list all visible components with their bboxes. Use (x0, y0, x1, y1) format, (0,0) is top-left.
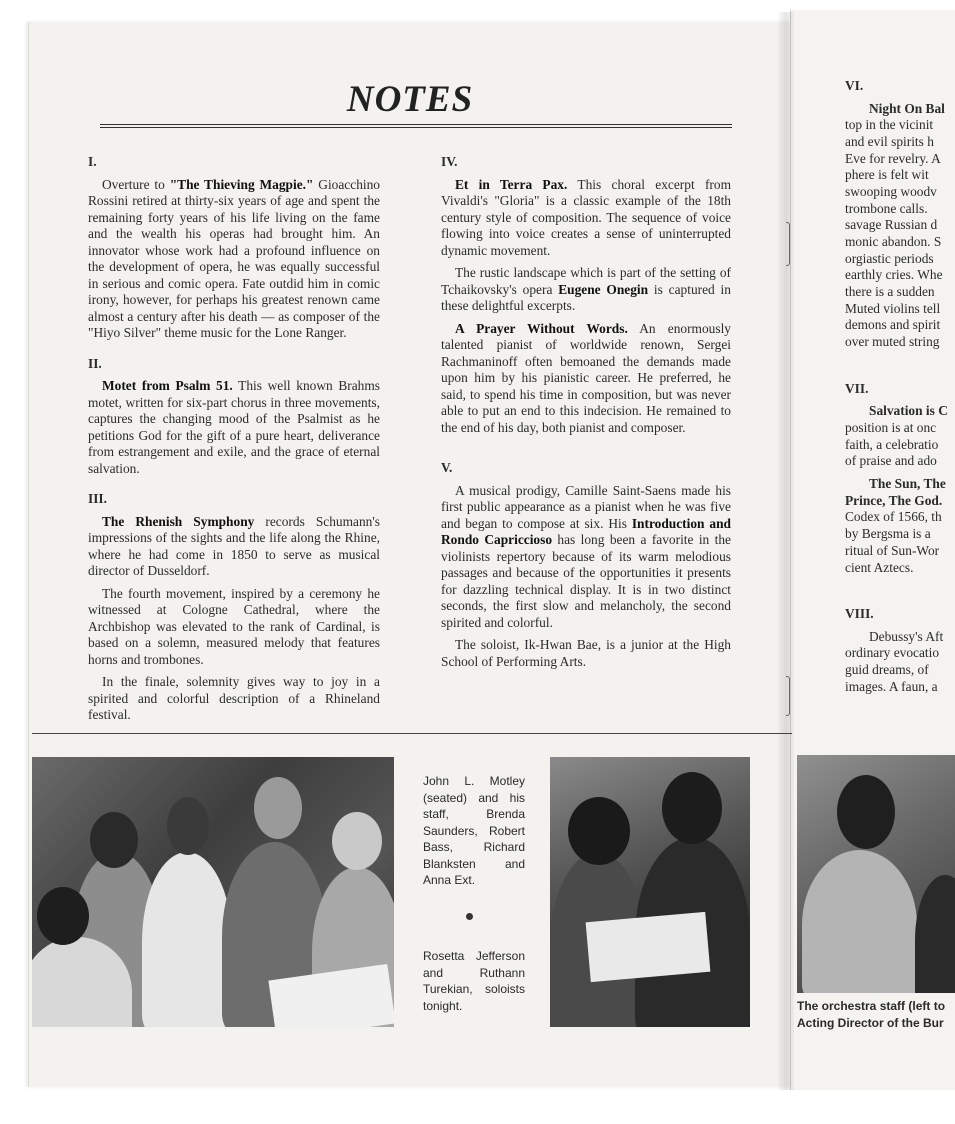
text: Gioacchino Rossini retired at thirty-six years of age and spent the remaining forty years of his life living on the fame and the wealth his operas had brought him. An innovator whose work had a profound influence on the development of opera, he was equally successful in serious and comic opera. Fate outdid him in comic irony, however, for perhaps his greatest renown came almost a century after his death — as composer of the "Hiyo Silver" theme music for the Lone Ranger. (88, 176, 381, 340)
text: The rustic landscape which is part of the setting of Tchaikovsky's opera (441, 265, 731, 297)
photo-orchestra-staff (797, 755, 955, 993)
paragraph (441, 483, 731, 632)
text-line: Eve for revelry. A (845, 150, 941, 166)
sheet-music (586, 912, 711, 982)
figure-head (568, 797, 630, 865)
paragraph: The soloist, Ik-Hwan Bae, is a junior at the High School of Performing Arts. (441, 637, 731, 669)
text-line: Muted violins tell (845, 300, 941, 316)
work-title: The Rhenish Symphony (102, 513, 255, 529)
figure (802, 850, 917, 993)
staple-top (786, 222, 790, 266)
staple-bottom (786, 676, 790, 716)
text: is captured in these delightful excerpts. (441, 281, 731, 313)
section-number: VII. (845, 380, 869, 396)
text-line: Prince, The God. (845, 492, 943, 508)
caption-soloists: Rosetta Jefferson and Ruthann Turekian, soloists tonight. (423, 949, 525, 1013)
figure-head (662, 772, 722, 844)
work-title: A Prayer Without Words. (455, 320, 628, 336)
text-line: swooping woodv (845, 183, 937, 199)
text-line: Salvation is C (869, 403, 948, 419)
section-number: VIII. (845, 606, 874, 622)
figure (142, 852, 232, 1027)
text-line: of praise and ado (845, 453, 937, 469)
text-line: ritual of Sun-Wor (845, 542, 940, 558)
paragraph (88, 514, 380, 580)
paragraph (88, 177, 380, 342)
text-line: Codex of 1566, th (845, 509, 942, 525)
text-line: top in the vicinit (845, 117, 934, 133)
text-line: savage Russian d (845, 217, 938, 233)
work-title: Eugene Onegin (558, 281, 649, 297)
caption-line: Acting Director of the Bur (797, 1015, 944, 1030)
figure-head (167, 797, 209, 855)
photo-motley-and-staff (32, 757, 394, 1027)
work-title: "The Thieving Magpie." (169, 176, 314, 192)
paragraph: In the finale, solemnity gives way to joy in a spirited and colorful description of a Rhineland festival. (88, 674, 380, 722)
text: This well known Brahms motet, written for six-part chorus in three movements, captures the changing mood of the Psalmist as he petitions God for the gift of a pure heart, deliverance from estrangement and exile, and the grace of eternal salvation. (88, 378, 380, 476)
text-line: Debussy's Aft (869, 628, 944, 644)
text-line: faith, a celebratio (845, 436, 939, 452)
spine-shadow (778, 12, 794, 1090)
text-line: orgiastic periods (845, 250, 934, 266)
section-number: II. (88, 355, 102, 371)
figure-head (90, 812, 138, 868)
caption-bullet (466, 913, 473, 920)
section-6-lines (845, 101, 955, 351)
section-number: III. (88, 491, 107, 506)
paragraph: The fourth movement, inspired by a ceremony he witnessed at Cologne Cathedral, where the Archbishop was elevated to the rank of Cardinal, is based on a solemn, measured melody that features horns and trombones. (88, 585, 380, 667)
text-line: demons and spirit (845, 317, 941, 333)
section-number: VI. (845, 78, 864, 93)
work-title: Introduction and Rondo Capriccioso (441, 515, 731, 547)
bottom-rule (32, 733, 792, 734)
text: records Schumann's impressions of the sights and the life along the Rhine, where he had come in 1850 to serve as musical director of Dusseldorf. (88, 513, 380, 578)
section-number: IV. (441, 154, 458, 169)
figure-head (254, 777, 302, 839)
text: An enormously talented pianist of worldwide renown, Sergei Rachmaninoff often bemoaned the demands made upon him by his pianistic career. He preferred, he said, to spend his time in composition, but was never able to put an end to this indecision. He remained to the end of his day, both pianist and composer. (441, 320, 731, 435)
page-title: NOTES (346, 79, 474, 120)
text-line: trombone calls. (845, 200, 928, 216)
figure-head (837, 775, 895, 849)
caption-line: The orchestra staff (left to (797, 999, 946, 1013)
title-rule (100, 124, 732, 128)
notes-column-2 (441, 144, 731, 676)
notes-column-1 (88, 144, 380, 730)
paragraph (441, 321, 731, 437)
text-line: The Sun, The (869, 476, 946, 492)
section-number: I. (88, 154, 97, 169)
caption-orchestra-staff (797, 998, 955, 1031)
text-line: and evil spirits h (845, 133, 934, 149)
text-line: phere is felt wit (845, 167, 929, 183)
section-number: V. (441, 460, 453, 475)
text-line: ordinary evocatio (845, 645, 940, 661)
paragraph (441, 177, 731, 260)
text-line: over muted string (845, 334, 940, 350)
figure (915, 875, 955, 993)
text-line: earthly cries. Whe (845, 267, 943, 283)
work-title: Motet from Psalm 51. (102, 378, 233, 393)
paragraph (441, 265, 731, 315)
text: Overture to (102, 176, 170, 192)
photo-soloists (550, 757, 750, 1027)
text-line: monic abandon. S (845, 234, 942, 249)
text-line: images. A faun, a (845, 678, 938, 694)
text-line: cient Aztecs. (845, 559, 914, 575)
figure-head (332, 812, 382, 870)
work-title: Et in Terra Pax. (455, 176, 568, 192)
text: A musical prodigy, Camille Saint-Saens made his first public appearance as a pianist when he was five and began to compose at six. His (441, 482, 731, 531)
section-7b-lines (845, 476, 955, 576)
paragraph (88, 378, 380, 477)
section-7-lines (845, 403, 955, 470)
caption-motley-staff: John L. Motley (seated) and his staff, Brenda Saunders, Robert Bass, Richard Blanksten and Anna Ext. (423, 774, 525, 887)
notes-column-3 (845, 78, 955, 695)
text-line: position is at onc (845, 420, 937, 435)
text-line: Night On Bal (869, 100, 945, 116)
text-line: by Bergsma is a (845, 526, 931, 542)
text-line: there is a sudden (845, 284, 935, 300)
text: This choral excerpt from Vivaldi's "Gloria" is a classic example of the 18th century style of composition. The sequence of voice flowing into voice creates a sense of uninterrupted dynamic movement. (441, 176, 731, 258)
section-8-lines (845, 629, 955, 696)
text: has long been a favorite in the violinists repertory because of its warm melodious passages and because of the opportunities it presents for dazzling technical display. It is in two distinct seconds, the first slow and melancholy, the second spirited and colorful. (441, 532, 731, 630)
figure-head (37, 887, 89, 945)
text-line: guid dreams, of (845, 662, 929, 678)
